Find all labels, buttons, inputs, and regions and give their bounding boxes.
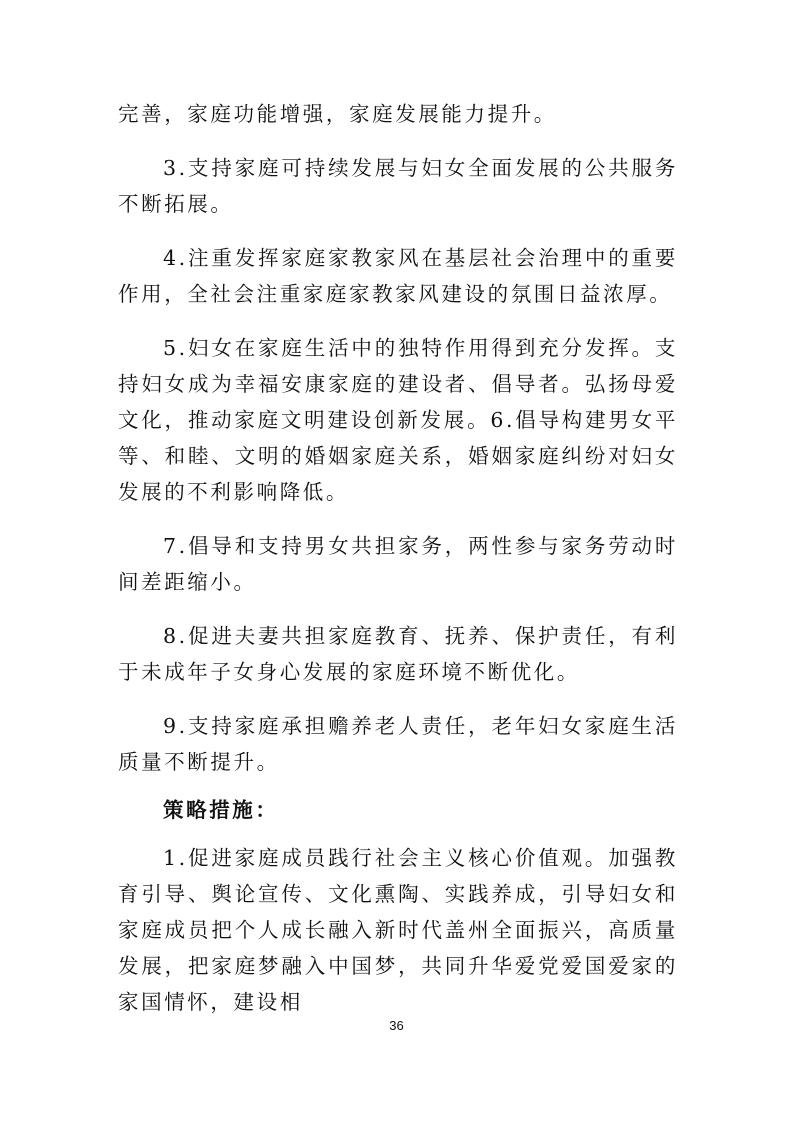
paragraph-item-4: 4.注重发挥家庭家教家风在基层社会治理中的重要作用，全社会注重家庭家教家风建设的氛围日益浓厚。 bbox=[118, 246, 678, 306]
paragraph-item-5-6: 5.妇女在家庭生活中的独特作用得到充分发挥。支持妇女成为幸福安康家庭的建设者、倡导者。弘扬母爱文化，推动家庭文明建设创新发展。6.倡导构建男女平等、和睦、文明的婚姻家庭关系，婚姻家庭纠纷对妇女发展的不利影响降低。 bbox=[118, 336, 678, 504]
body-text bbox=[118, 96, 678, 1038]
section-heading-strategy: 策略措施： bbox=[163, 798, 279, 822]
paragraph-item-3: 3.支持家庭可持续发展与妇女全面发展的公共服务不断拓展。 bbox=[118, 156, 678, 216]
paragraph-continuation: 完善，家庭功能增强，家庭发展能力提升。 bbox=[118, 102, 557, 126]
paragraph-strategy-1: 1.促进家庭成员践行社会主义核心价值观。加强教育引导、舆论宣传、文化熏陶、实践养成，引导妇女和家庭成员把个人成长融入新时代盖州全面振兴，高质量发展，把家庭梦融入中国梦，共同升华爱党爱国爱家的家国情怀，建设相 bbox=[118, 846, 678, 1014]
paragraph-item-9: 9.支持家庭承担赡养老人责任，老年妇女家庭生活质量不断提升。 bbox=[118, 714, 678, 774]
page-number: 36 bbox=[389, 1018, 404, 1033]
paragraph-item-7: 7.倡导和支持男女共担家务，两性参与家务劳动时间差距缩小。 bbox=[118, 534, 678, 594]
paragraph-item-8: 8.促进夫妻共担家庭教育、抚养、保护责任，有利于未成年子女身心发展的家庭环境不断优化。 bbox=[118, 624, 678, 684]
